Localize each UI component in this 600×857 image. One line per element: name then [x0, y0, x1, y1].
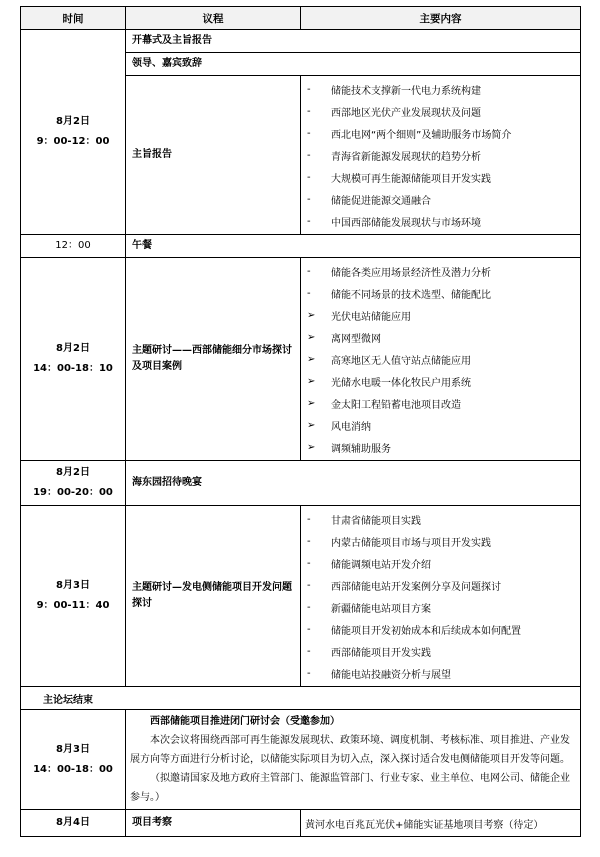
list-item: - 青海省新能源发展现状的趋势分析: [307, 149, 481, 163]
list-item: ➢ 高寒地区无人值守站点储能应用: [307, 353, 471, 367]
header-time: 时间: [21, 7, 126, 30]
list-item: ➢ 光储水电暖一体化牧民户用系统: [307, 375, 471, 389]
list-item: - 储能调频电站开发介绍: [307, 557, 431, 571]
session4-content: [126, 710, 581, 810]
list-item: ➢ 调频辅助服务: [307, 441, 391, 455]
session3-date: 8月3日: [56, 580, 90, 591]
session3-time: 9：00-11：40: [36, 600, 110, 611]
dinner-time: 19：00-20：00: [33, 487, 113, 498]
session1-agenda: 主旨报告: [126, 76, 301, 235]
session1-time: 9：00-12：00: [36, 136, 110, 147]
session2-time-cell: [21, 258, 126, 461]
agenda-table: [20, 6, 581, 837]
dinner-time-cell: [21, 461, 126, 506]
list-item: - 储能电站投融资分析与展望: [307, 667, 451, 681]
session3-time-cell: [21, 506, 126, 687]
dinner-label: 海东园招待晚宴: [126, 461, 581, 506]
list-item: - 新疆储能电站项目方案: [307, 601, 431, 615]
list-item: - 西部储能项目开发实践: [307, 645, 431, 659]
session4-paragraph: 本次会议将围绕西部可再生能源发展现状、政策环境、调度机制、考核标准、项目推进、产业发展方向等方面进行分析讨论，以储能实际项目为切入点，深入探讨适合发电侧储能项目开发等问题。: [130, 735, 570, 765]
session5-content: 黄河水电百兆瓦光伏+储能实证基地项目考察（待定）: [301, 810, 581, 837]
session1-date: 8月2日: [56, 116, 90, 127]
list-item: - 储能项目开发初始成本和后续成本如何配置: [307, 623, 521, 637]
session3-content: [301, 506, 581, 687]
session4-title: 西部储能项目推进闭门研讨会（受邀参加）: [150, 716, 340, 727]
session4-time-cell: [21, 710, 126, 810]
list-item: ➢ 离网型微网: [307, 331, 381, 345]
list-item: - 储能不同场景的技术选型、储能配比: [307, 287, 491, 301]
header-content: 主要内容: [301, 7, 581, 30]
list-item: - 西部储能电站开发案例分享及问题探讨: [307, 579, 501, 593]
session4-invitees: （拟邀请国家及地方政府主管部门、能源监管部门、行业专家、业主单位、电网公司、储能企业参与。）: [130, 773, 570, 803]
list-item: - 西部地区光伏产业发展现状及问题: [307, 105, 481, 119]
lunch-time: 12：00: [21, 235, 126, 258]
list-item: - 内蒙古储能项目市场与项目开发实践: [307, 535, 491, 549]
lunch-label: 午餐: [126, 235, 581, 258]
list-item: - 储能技术支撑新一代电力系统构建: [307, 83, 481, 97]
forum-end-row: 主论坛结束: [21, 687, 581, 710]
session5-date: 8月4日: [21, 810, 126, 837]
session1-time-cell: [21, 30, 126, 235]
header-agenda: 议程: [126, 7, 301, 30]
list-item: - 储能各类应用场景经济性及潜力分析: [307, 265, 491, 279]
list-item: - 储能促进能源交通融合: [307, 193, 431, 207]
list-item: - 西北电网“两个细则”及辅助服务市场简介: [307, 127, 512, 141]
session4-date: 8月3日: [56, 743, 90, 755]
session2-content: [301, 258, 581, 461]
session5-agenda: 项目考察: [126, 810, 301, 837]
session4-time: 14：00-18：00: [33, 763, 113, 775]
list-item: ➢ 风电消纳: [307, 419, 371, 433]
list-item: ➢ 金太阳工程铅蓄电池项目改造: [307, 397, 461, 411]
opening-row: 开幕式及主旨报告: [126, 30, 581, 53]
session1-content: [301, 76, 581, 235]
speech-row: 领导、嘉宾致辞: [126, 53, 581, 76]
session2-date: 8月2日: [56, 343, 90, 354]
list-item: ➢ 光伏电站储能应用: [307, 309, 411, 323]
session2-agenda: 主题研讨——西部储能细分市场探讨及项目案例: [126, 258, 301, 461]
dinner-date: 8月2日: [56, 467, 90, 478]
list-item: - 中国西部储能发展现状与市场环境: [307, 215, 481, 229]
list-item: - 甘肃省储能项目实践: [307, 513, 421, 527]
list-item: - 大规模可再生能源储能项目开发实践: [307, 171, 491, 185]
session2-time: 14：00-18：10: [33, 363, 113, 374]
session3-agenda: 主题研讨—发电侧储能项目开发问题探讨: [126, 506, 301, 687]
